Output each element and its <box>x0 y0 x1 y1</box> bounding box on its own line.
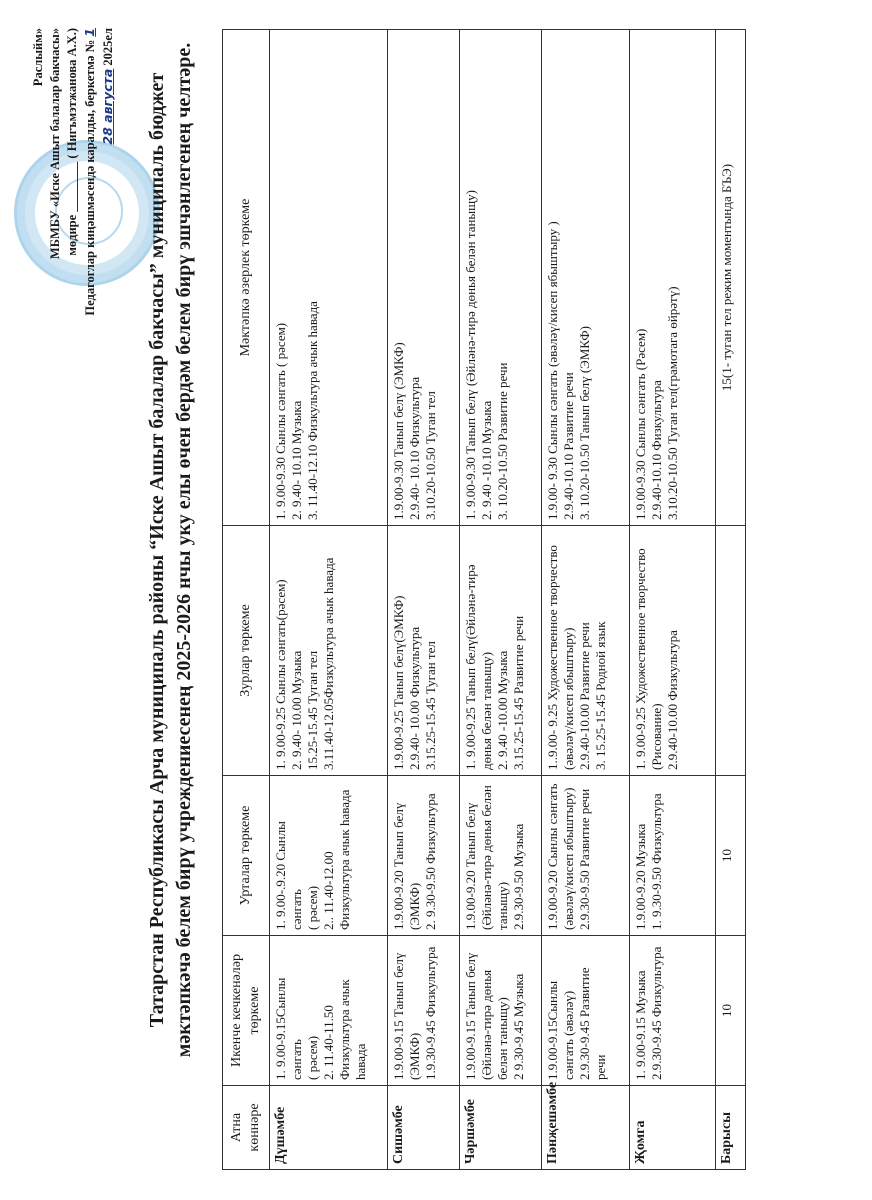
schedule-cell <box>270 776 388 936</box>
schedule-entry: 3.11.40-12.05Физкультура ачык һавада <box>321 557 336 770</box>
schedule-cell <box>460 526 542 776</box>
schedule-entry: 3.10.20-10.50 Туган тел <box>423 391 438 520</box>
schedule-cell <box>542 30 630 526</box>
schedule-entry: 1. 9.00-9.25 Танып белү(Әйләнә-тирә дөнья белән таныщу) <box>463 564 494 770</box>
table-body <box>270 30 746 1170</box>
schedule-entry: 1.9.00-9.15 Танып белү (ЭМКФ) <box>391 952 422 1080</box>
table-row <box>460 30 542 1170</box>
schedule-cell <box>716 936 746 1086</box>
schedule-entry: 2 9.30-9.45 Музыка <box>511 973 526 1080</box>
schedule-cell <box>716 776 746 936</box>
schedule-cell <box>270 936 388 1086</box>
schedule-entry: 3.10.20-10.50 Туган тел(грамотага өйрәтү) <box>665 286 680 520</box>
schedule-cell <box>388 936 460 1086</box>
schedule-entry: 1.9.00-9.20 Сынлы сәнгать (әвәләү/кисеп ябыштыру) <box>545 783 576 930</box>
table-row <box>388 30 460 1170</box>
schedule-entry: 1.9.00- 9.30 Сынлы сәнгать (әвәләү/кисеп ябыштыру ) <box>545 221 560 520</box>
schedule-entry: 1.9.00-9.30 Танып белү (ЭМКФ) <box>391 342 406 520</box>
schedule-cell <box>542 936 630 1086</box>
schedule-entry: 15(1- туган тел режим моментында БЪЭ) <box>719 163 734 392</box>
schedule-entry: 2.9.40-10.10 Развитие речи <box>561 372 576 520</box>
schedule-cell <box>460 776 542 936</box>
schedule-entry: 2.9.40- 10.00 Физкультура <box>407 626 422 770</box>
schedule-entry: 1.9.30-9.45 Физкультура <box>423 946 438 1080</box>
approval-line-5 <box>99 28 117 358</box>
approval-line-3: мөдире ________ ( Нигъмэтжанова А.Х.) <box>65 28 79 256</box>
schedule-entry: 2.9.40-10.10 Физкультура <box>649 380 664 520</box>
schedule-entry: 2. 9.30-9.50 Физкультура <box>423 793 438 930</box>
header-middle-group: Урталар төркеме <box>223 776 270 936</box>
schedule-entry: 10 <box>719 849 734 862</box>
schedule-cell <box>270 30 388 526</box>
schedule-entry: 1..9.00- 9.25 Художественное творчество (әвәләү/кисеп ябыштыру) <box>545 545 576 770</box>
table-row <box>542 30 630 1170</box>
schedule-entry: 1.9.00-9.15 Танып белү (Әйләнә-тирә дөнья белән таныщу) <box>463 952 510 1080</box>
schedule-entry: 2.9.30-9.45 Развитие речи <box>577 967 608 1080</box>
day-cell: Сишәмбе <box>388 1086 460 1170</box>
schedule-entry: 1. 9.00-9.25 Художественное творчество (Рисование) <box>633 548 664 770</box>
schedule-entry: 1. 9.00-9.30 Сынлы сәнгать ( рәсем) <box>273 322 288 520</box>
schedule-entry: 2.9.30-9.50 Развитие речи <box>577 788 592 930</box>
schedule-entry: 3. 15.25-15.45 Родной язык <box>593 621 608 770</box>
table-row <box>270 30 388 1170</box>
schedule-entry: 2.9.30-9.45 Физкультура <box>649 946 664 1080</box>
day-cell: Пәнҗешәмбе <box>542 1086 630 1170</box>
schedule-entry: 3. 10.20-10.50 Развитие речи <box>495 362 510 520</box>
schedule-entry: 2. 9.40- 10.10 Музыка <box>289 400 304 520</box>
schedule-cell <box>630 526 716 776</box>
header-school-prep-group: Мәктәпкә әзерлек төркеме <box>223 30 270 526</box>
approval-year: 2025ел <box>101 28 115 66</box>
schedule-entry: 1.9.00-9.25 Танып белү(ЭМКФ) <box>391 595 406 770</box>
approval-line-1: Раслыйм» <box>31 28 45 87</box>
schedule-cell <box>542 776 630 936</box>
document-title: Татарстан Республикасы Арча муниципаль районы “Иске Ашыт балалар бакчасы” муниципаль бюджет мәктәпкәчә белем бирү учреждениесенең 2025-2026 нчы уку елы өчен бердәм белем бирү эшчәнлегенең челтәре. <box>146 42 195 1058</box>
schedule-entry: 1.9.00-9.15Сынлы сәнгать (әвәләү) <box>545 980 576 1080</box>
approval-protocol-number: 1 <box>82 28 97 37</box>
schedule-entry: 3.15.25-15.45 Туган тел <box>423 641 438 770</box>
day-cell: Барысы <box>716 1086 746 1170</box>
schedule-entry: 1.9.00-9.20 Музыка <box>633 823 648 930</box>
approval-date: 28 августа <box>100 68 115 145</box>
schedule-cell <box>716 30 746 526</box>
schedule-cell <box>270 526 388 776</box>
schedule-cell <box>542 526 630 776</box>
schedule-entry: 1.9.00-9.30 Сынлы сәнгать (Рәсем) <box>633 328 648 520</box>
schedule-entry: ( рәсем) <box>305 885 320 930</box>
schedule-cell <box>460 30 542 526</box>
schedule-entry: 3. 10.20-10.50 Танып белү (ЭМКФ) <box>577 326 592 520</box>
day-cell: Җомга <box>630 1086 716 1170</box>
schedule-entry: 2. 9.40 -10.10 Музыка <box>479 400 494 520</box>
table-row <box>716 30 746 1170</box>
schedule-cell <box>460 936 542 1086</box>
approval-line-2: МБМБУ «Иске Ашыт балалар бакчасы» <box>48 28 62 260</box>
schedule-entry: 1. 9.00-.9.20 Сынлы сәнгать <box>273 821 304 930</box>
schedule-entry: 1. 9.30-9.50 Физкультура <box>649 793 664 930</box>
schedule-entry: 1. 9.00-9.25 Сынлы сәнгать(рәсем) <box>273 579 288 770</box>
schedule-entry: 3. 11.40-12.10 Физкультура ачык һавада <box>305 301 320 520</box>
table-header-row <box>223 30 270 1170</box>
schedule-entry: 2.9.40- 10.10 Физкультура <box>407 376 422 520</box>
table-row <box>630 30 716 1170</box>
schedule-entry: 15.25-15.45 Туган тел <box>305 650 320 770</box>
day-cell: Чәршәмбе <box>460 1086 542 1170</box>
schedule-entry: 2.. 11.40-12.00 Физкультура ачык һавада <box>321 789 352 930</box>
schedule-entry: 2.9.30-9.50 Музыка <box>511 823 526 930</box>
schedule-table <box>222 29 746 1170</box>
schedule-cell <box>716 526 746 776</box>
schedule-entry: 2.9.40-10.00 Физкультура <box>665 630 680 770</box>
schedule-entry: 1.9.00-9.20 Танып белү (Әйләнә-тирә дөнья белән таныщу) <box>463 785 510 930</box>
schedule-cell <box>388 30 460 526</box>
schedule-entry: 1.9.00-9.20 Танып белү (ЭМКФ) <box>391 802 422 930</box>
schedule-entry: 2.9.40-10.00 Развитие речи <box>577 622 592 770</box>
header-senior-group: Зурлар төркеме <box>223 526 270 776</box>
approval-line-4 <box>81 28 99 358</box>
schedule-entry: 1. 9.00-9.15 Музыка <box>633 970 648 1080</box>
schedule-entry: 2. 9.40- 10.00 Музыка <box>289 650 304 770</box>
day-cell: Дүшәмбе <box>270 1086 388 1170</box>
schedule-entry: 2. 9.40 -10.00 Музыка <box>495 650 510 770</box>
schedule-entry: 2. 11.40-11.50 Физкультура ачык һавада <box>321 979 368 1080</box>
schedule-cell <box>630 776 716 936</box>
header-second-junior-group: Икенче кечкенәләр төркеме <box>223 936 270 1086</box>
schedule-cell <box>388 776 460 936</box>
schedule-entry: ( рәсем) <box>305 1035 320 1080</box>
schedule-entry: 1. 9.00-9.30 Танып белү (Әйләнә-тирә дөнья белән таныщу) <box>463 189 478 520</box>
approval-protocol-text: Педагоглар киңәшмәсендә каралды, беркетмә № <box>83 39 97 316</box>
schedule-cell <box>630 936 716 1086</box>
header-days: Атна көннәре <box>223 1086 270 1170</box>
schedule-cell <box>630 30 716 526</box>
schedule-entry: 10 <box>719 1004 734 1017</box>
approval-block <box>30 28 117 358</box>
schedule-entry: 3.15.25-15.45 Развитие речи <box>511 615 526 770</box>
schedule-entry: 1. 9.00-9.15Сынлы сәнгать <box>273 977 304 1080</box>
schedule-cell <box>388 526 460 776</box>
